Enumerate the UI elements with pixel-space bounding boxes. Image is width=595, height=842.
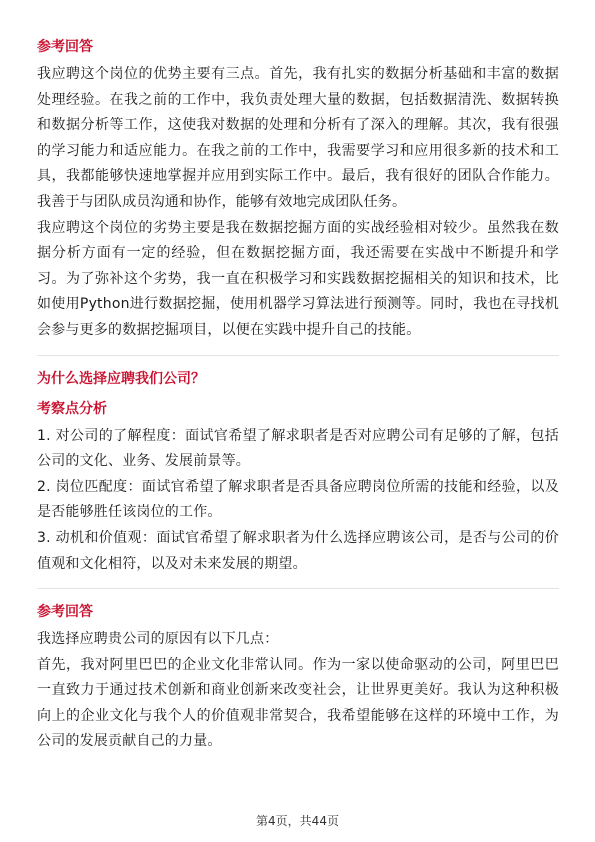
answer-intro: 我选择应聘贵公司的原因有以下几点： (37, 631, 279, 648)
document-page (37, 36, 559, 755)
analysis-point-3: 3. 动机和价值观：面试官希望了解求职者为什么选择应聘该公司，是否与公司的价值观和文化相符，以及对未来发展的期望。 (37, 529, 559, 572)
section-divider-2 (37, 588, 559, 589)
weaknesses-paragraph: 我应聘这个岗位的劣势主要是我在数据挖掘方面的实战经验相对较少。虽然我在数据分析方面有一定的经验，但在数据挖掘方面，我还需要在实战中不断提升和学习。为了弥补这个劣势，我一直在积极学习和实践数据挖掘相关的知识和技术，比如使用Python进行数据挖掘，使用机器学习算法进行预测等。同时，我也在寻找机会参与更多的数据挖掘项目，以便在实践中提升自己的技能。 (37, 219, 559, 338)
analysis-heading: 考察点分析 (37, 400, 107, 417)
reference-answer-heading: 参考回答 (37, 39, 93, 55)
answer-paragraph: 首先，我对阿里巴巴的企业文化非常认同。作为一家以使命驱动的公司，阿里巴巴一直致力于通过技术创新和商业创新来改变社会，让世界更美好。我认为这种积极向上的企业文化与我个人的价值观非常契合，我希望能够在这样的环境中工作，为公司的发展贡献自己的力量。 (37, 656, 559, 750)
analysis-point-2: 2. 岗位匹配度：面试官希望了解求职者是否具备应聘岗位所需的技能和经验，以及是否能够胜任该岗位的工作。 (37, 478, 559, 521)
question-heading: 为什么选择应聘我们公司？ (37, 370, 205, 387)
section-divider (37, 355, 559, 356)
analysis-point-1: 1. 对公司的了解程度：面试官希望了解求职者是否对应聘公司有足够的了解，包括公司的文化、业务、发展前景等。 (37, 427, 559, 470)
page-number: 第4页，共44页 (256, 814, 339, 828)
strengths-paragraph: 我应聘这个岗位的优势主要有三点。首先，我有扎实的数据分析基础和丰富的数据处理经验。在我之前的工作中，我负责处理大量的数据，包括数据清洗、数据转换和数据分析等工作，这使我对数据的处理和分析有了深入的理解。其次，我有很强的学习能力和适应能力。在我之前的工作中，我需要学习和应用很多新的技术和工具，我都能够快速地掌握并应用到实际工作中。最后，我有很好的团队合作能力。我善于与团队成员沟通和协作，能够有效地完成团队任务。 (37, 66, 559, 210)
reference-answer-heading-2: 参考回答 (37, 604, 93, 621)
